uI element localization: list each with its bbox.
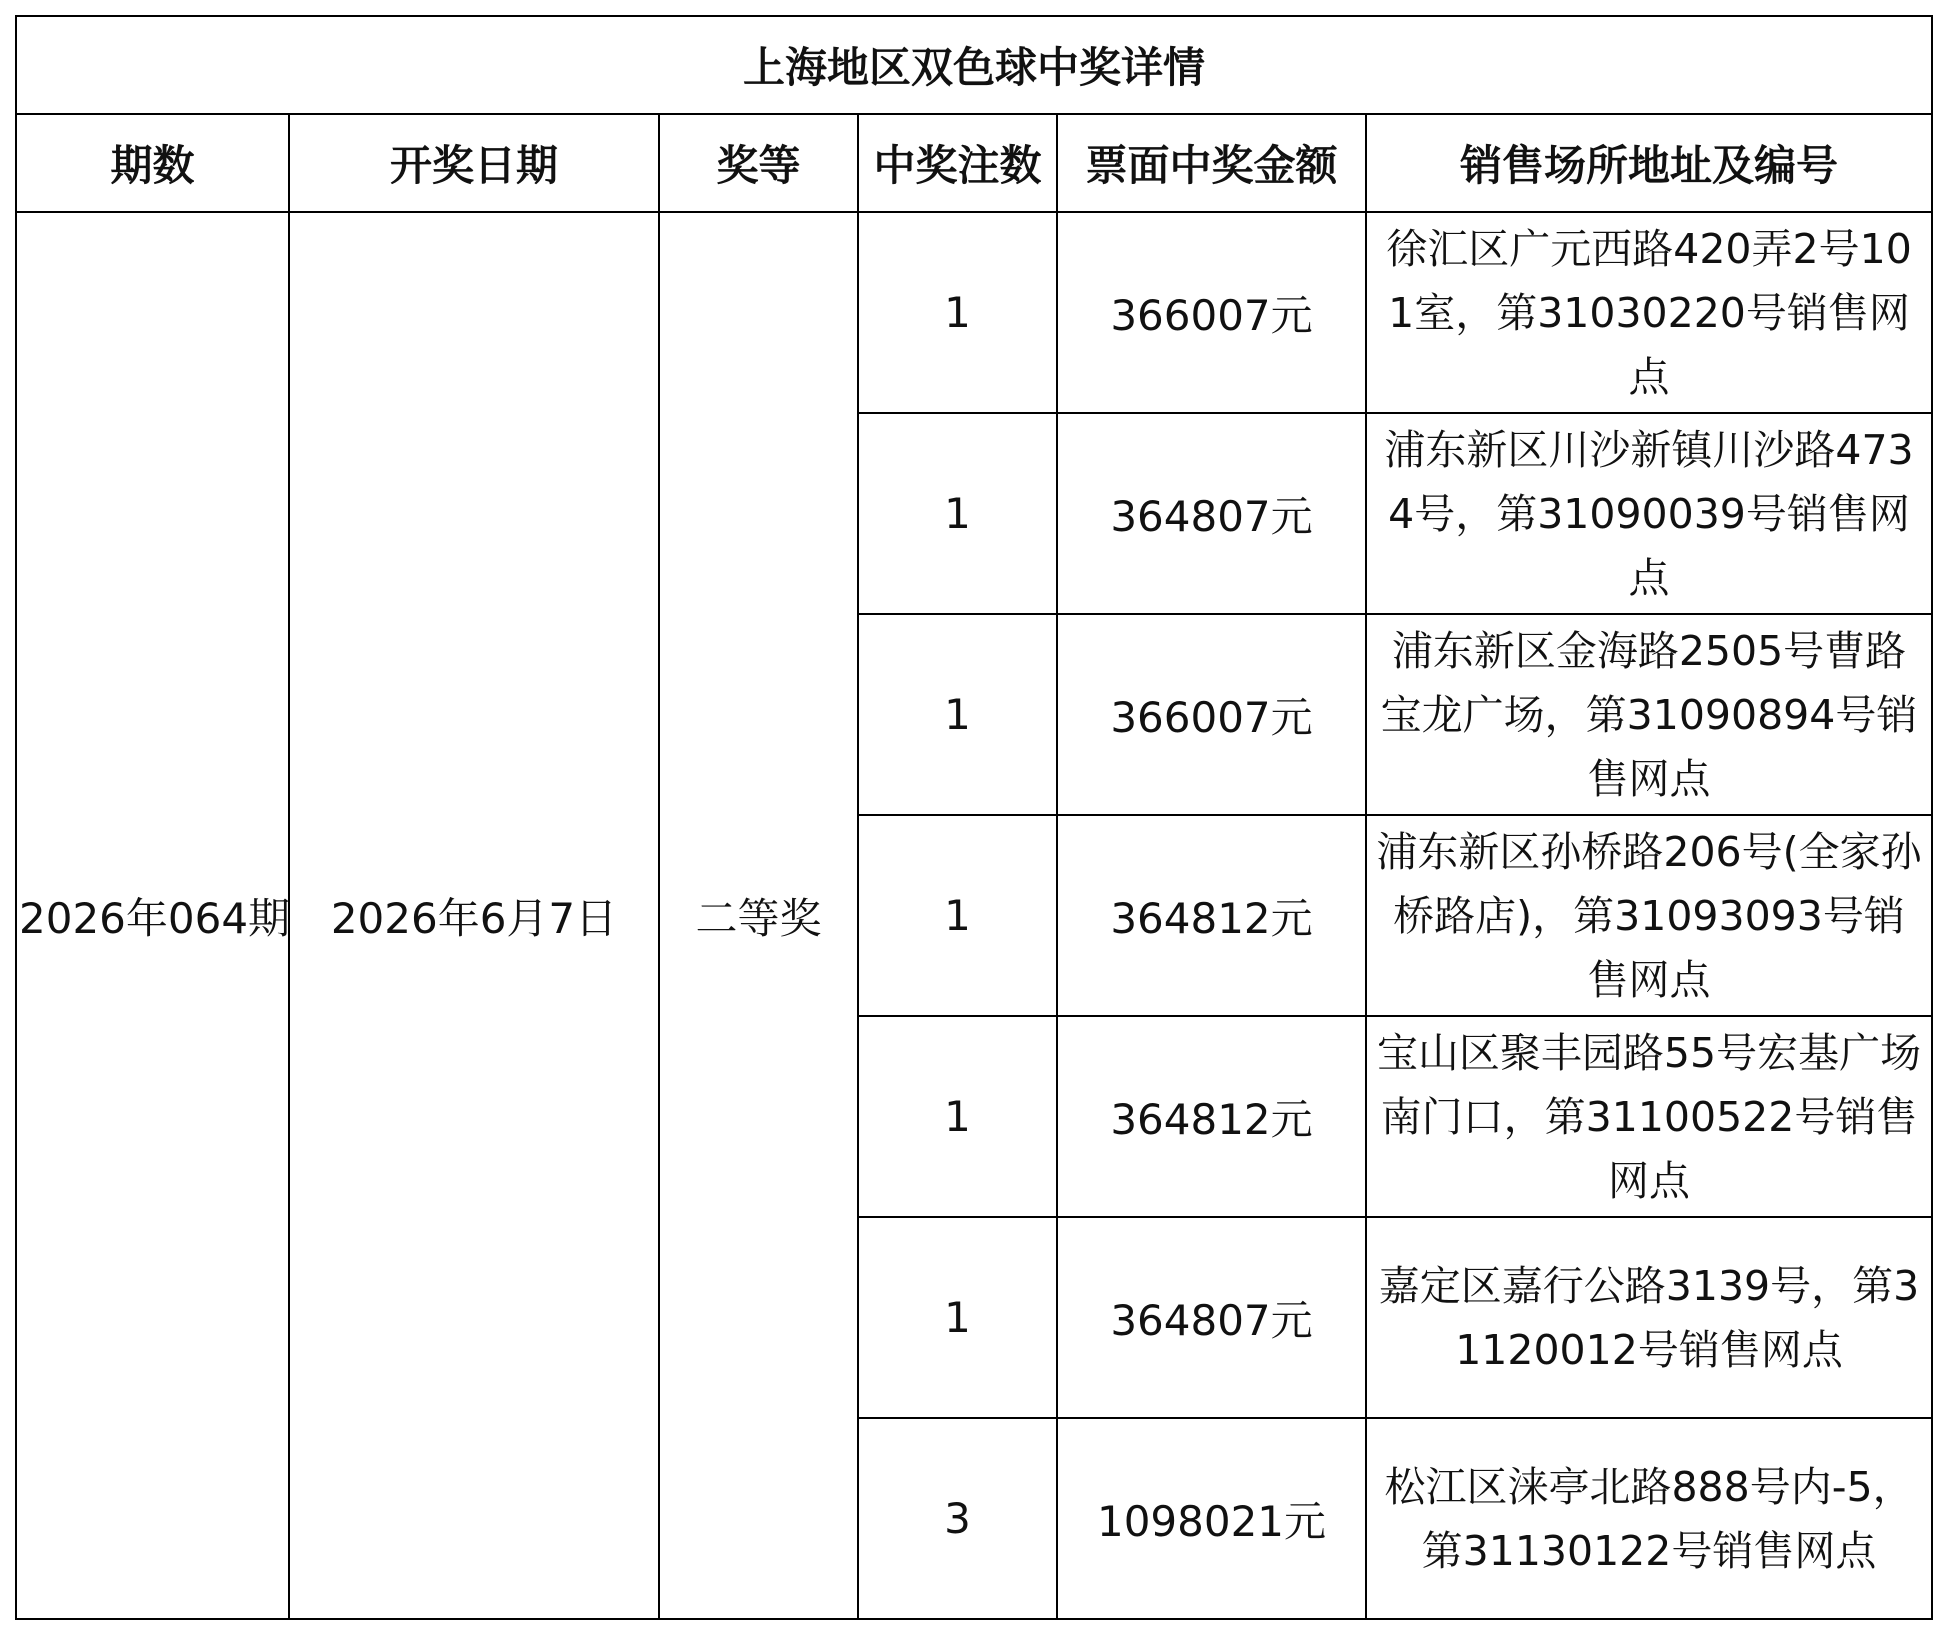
table-title: 上海地区双色球中奖详情	[16, 16, 1932, 114]
table-row	[16, 212, 1932, 413]
header-prize-amount: 票面中奖金额	[1057, 114, 1366, 212]
prize-amount-cell: 1098021元	[1057, 1418, 1366, 1619]
prize-amount-cell: 366007元	[1057, 212, 1366, 413]
header-draw-date: 开奖日期	[289, 114, 659, 212]
header-period: 期数	[16, 114, 289, 212]
address-cell: 松江区涞亭北路888号内-5，第31130122号销售网点	[1366, 1418, 1932, 1619]
address-cell: 徐汇区广元西路420弄2号101室，第31030220号销售网点	[1366, 212, 1932, 413]
win-count-cell: 1	[858, 413, 1057, 614]
prize-amount-cell: 366007元	[1057, 614, 1366, 815]
win-count-cell: 3	[858, 1418, 1057, 1619]
address-cell: 浦东新区金海路2505号曹路宝龙广场，第31090894号销售网点	[1366, 614, 1932, 815]
address-cell: 嘉定区嘉行公路3139号，第31120012号销售网点	[1366, 1217, 1932, 1418]
prize-amount-cell: 364807元	[1057, 1217, 1366, 1418]
prize-level-cell: 二等奖	[659, 212, 858, 1619]
header-prize-level: 奖等	[659, 114, 858, 212]
prize-amount-cell: 364812元	[1057, 815, 1366, 1016]
address-cell: 宝山区聚丰园路55号宏基广场南门口，第31100522号销售网点	[1366, 1016, 1932, 1217]
lottery-results-table	[15, 15, 1933, 1620]
win-count-cell: 1	[858, 212, 1057, 413]
win-count-cell: 1	[858, 614, 1057, 815]
period-cell: 2026年064期	[16, 212, 289, 1619]
header-win-count: 中奖注数	[858, 114, 1057, 212]
address-cell: 浦东新区川沙新镇川沙路4734号，第31090039号销售网点	[1366, 413, 1932, 614]
win-count-cell: 1	[858, 1016, 1057, 1217]
win-count-cell: 1	[858, 1217, 1057, 1418]
header-address: 销售场所地址及编号	[1366, 114, 1932, 212]
header-row	[16, 114, 1932, 212]
prize-amount-cell: 364807元	[1057, 413, 1366, 614]
address-cell: 浦东新区孙桥路206号(全家孙桥路店)，第31093093号销售网点	[1366, 815, 1932, 1016]
draw-date-cell: 2026年6月7日	[289, 212, 659, 1619]
win-count-cell: 1	[858, 815, 1057, 1016]
prize-amount-cell: 364812元	[1057, 1016, 1366, 1217]
